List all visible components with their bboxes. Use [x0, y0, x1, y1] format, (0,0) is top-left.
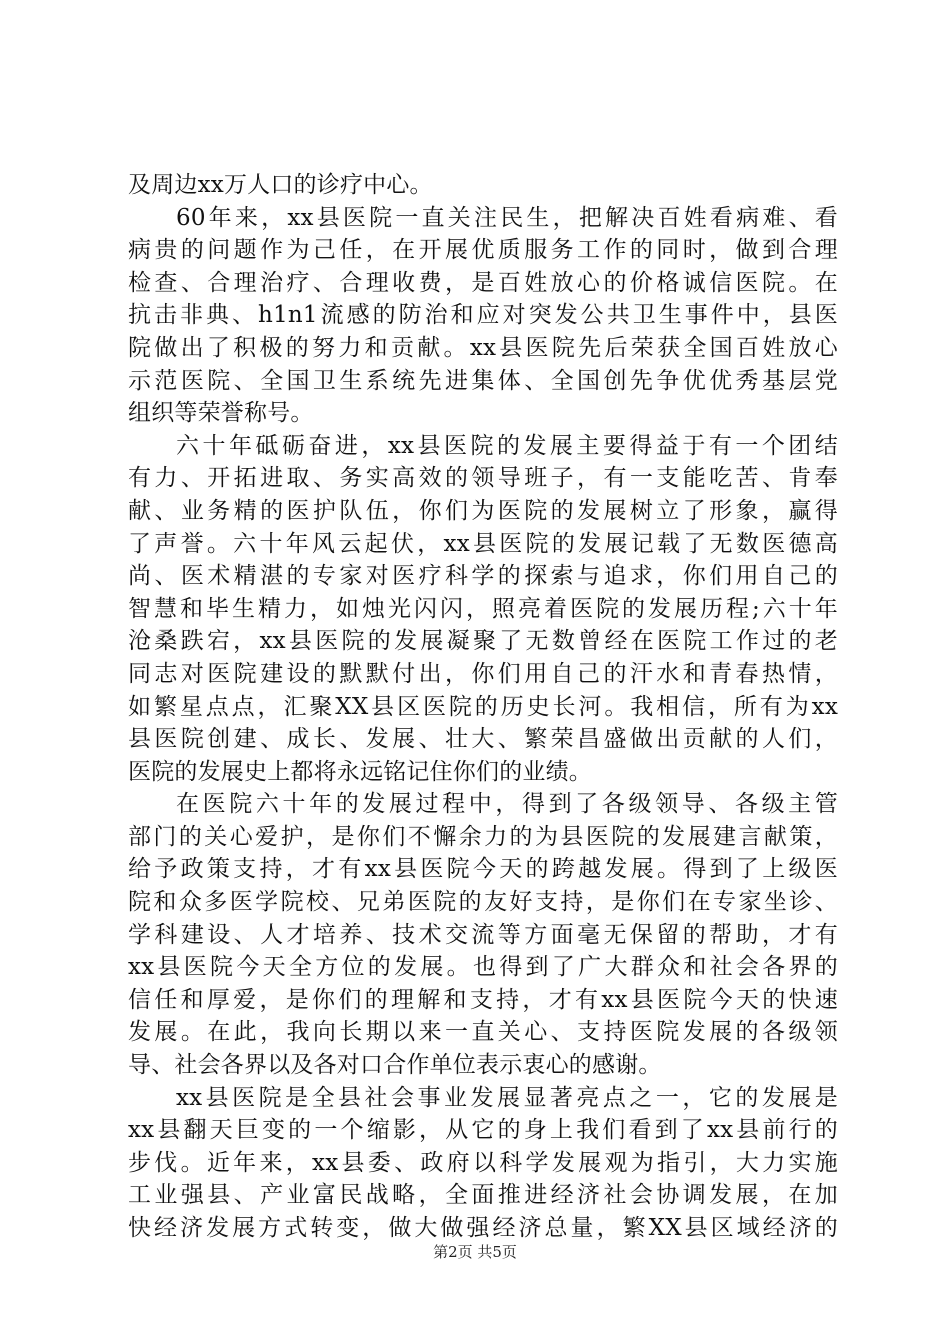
text-line: 工业强县、产业富民战略，全面推进经济社会协调发展，在加 [128, 1182, 838, 1209]
text-line: 同志对医院建设的默默付出，你们用自己的汗水和青春热情， [128, 660, 838, 687]
text-line: 在医院六十年的发展过程中，得到了各级领导、各级主管 [176, 791, 838, 818]
text-line: 步伐。近年来，xx县委、政府以科学发展观为指引，大力实施 [128, 1149, 838, 1176]
page-footer: 第2页 共5页 [433, 1243, 517, 1261]
text-line: 了声誉。六十年风云起伏，xx县医院的发展记载了无数医德高 [128, 530, 838, 557]
text-line: 学科建设、人才培养、技术交流等方面毫无保留的帮助，才有 [128, 921, 838, 948]
text-line: 如繁星点点，汇聚XX县区医院的历史长河。我相信，所有为xx [128, 693, 838, 720]
text-line: 县医院创建、成长、发展、壮大、繁荣昌盛做出贡献的人们， [128, 726, 838, 753]
text-line: 沧桑跌宕，xx县医院的发展凝聚了无数曾经在医院工作过的老 [128, 628, 838, 655]
text-line: 快经济发展方式转变，做大做强经济总量，繁XX县区域经济的 [128, 1215, 838, 1241]
text-line: 组织等荣誉称号。 [128, 400, 314, 427]
text-line: 导、社会各界以及各对口合作单位表示衷心的感谢。 [128, 1052, 662, 1079]
text-line: 60年来，xx县医院一直关注民生，把解决百姓看病难、看 [176, 204, 838, 231]
text-line: 六十年砥砺奋进，xx县医院的发展主要得益于有一个团结 [176, 432, 838, 459]
text-line: xx县医院今天全方位的发展。也得到了广大群众和社会各界的 [128, 954, 838, 981]
text-line: 发展。在此，我向长期以来一直关心、支持医院发展的各级领 [128, 1019, 838, 1046]
text-line: 部门的关心爱护，是你们不懈余力的为县医院的发展建言献策， [128, 823, 838, 850]
text-line: 给予政策支持，才有xx县医院今天的跨越发展。得到了上级医 [128, 856, 838, 883]
text-line: 献、业务精的医护队伍，你们为医院的发展树立了形象，赢得 [128, 497, 838, 524]
text-line: 检查、合理治疗、合理收费，是百姓放心的价格诚信医院。在 [128, 269, 838, 296]
text-line: xx县翻天巨变的一个缩影，从它的身上我们看到了xx县前行的 [128, 1117, 838, 1144]
text-line: 抗击非典、h1n1流感的防治和应对突发公共卫生事件中，县医 [128, 302, 838, 329]
text-line: 院做出了积极的努力和贡献。xx县医院先后荣获全国百姓放心 [128, 334, 838, 361]
text-line: 及周边xx万人口的诊疗中心。 [128, 172, 433, 198]
document-body [128, 169, 838, 1245]
text-line: 示范医院、全国卫生系统先进集体、全国创先争优优秀基层党 [128, 367, 838, 394]
text-line: 尚、医术精湛的专家对医疗科学的探索与追求，你们用自己的 [128, 563, 838, 590]
text-line: 有力、开拓进取、务实高效的领导班子，有一支能吃苦、肯奉 [128, 465, 838, 492]
text-line: 病贵的问题作为己任，在开展优质服务工作的同时，做到合理 [128, 237, 838, 264]
text-line: 医院的发展史上都将永远铭记住你们的业绩。 [128, 758, 592, 785]
text-line: 智慧和毕生精力，如烛光闪闪，照亮着医院的发展历程;六十年 [128, 595, 838, 622]
text-line: xx县医院是全县社会事业发展显著亮点之一，它的发展是 [176, 1084, 838, 1111]
text-line: 信任和厚爱，是你们的理解和支持，才有xx县医院今天的快速 [128, 986, 838, 1013]
text-line: 院和众多医学院校、兄弟医院的友好支持，是你们在专家坐诊、 [128, 889, 838, 916]
